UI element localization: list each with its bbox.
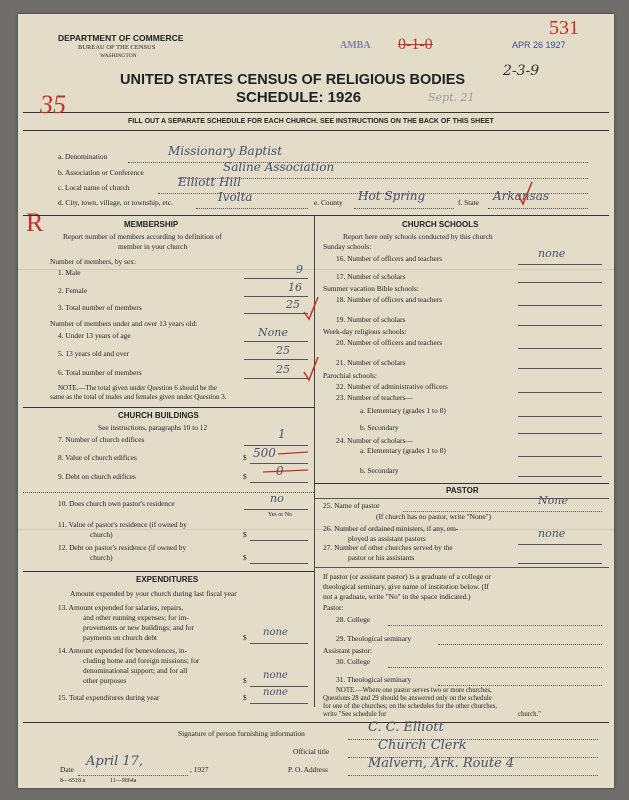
signature-label: Signature of person furnishing information — [178, 729, 305, 738]
pastor-subheading: Pastor: — [323, 603, 344, 612]
schools-intro: Report here only schools conducted by this church — [343, 232, 493, 241]
weekday-schools-label: Week-day religious schools: — [323, 327, 407, 336]
q14-label-2: cluding home and foreign missions; for — [83, 656, 200, 665]
q11-label-2: church) — [90, 530, 113, 539]
expenditures-intro: Amount expended by your church during last fiscal year — [70, 589, 237, 598]
q27-label: 27. Number of other churches served by the — [323, 543, 453, 552]
q25-value[interactable]: None — [538, 494, 568, 507]
q10-value[interactable]: no — [270, 492, 284, 505]
q13-label: 13. Amount expended for salaries, repairs, — [58, 603, 184, 612]
handwritten-r: R — [26, 208, 44, 237]
red-check-marks — [18, 14, 614, 788]
sunday-schools-label: Sunday schools: — [323, 242, 372, 251]
q30-label: 30. College — [336, 657, 371, 666]
buildings-intro: See instructions, paragraphs 10 to 12 — [98, 423, 208, 432]
membership-intro: Report number of members according to definition of — [63, 232, 222, 241]
q14-value[interactable]: none — [263, 670, 288, 681]
pastor-note: NOTE.—Where one pastor serves two or more churches, — [336, 687, 492, 694]
form-number: 8—6518 a — [60, 778, 86, 784]
parochial-schools-label: Parochial schools: — [323, 371, 377, 380]
q4-label: 4. Under 13 years of age — [58, 331, 131, 340]
bureau-city: WASHINGTON — [100, 53, 137, 59]
po-address-label: P. O. Address — [288, 765, 328, 774]
age-intro: Number of members under and over 13 years old: — [50, 319, 198, 328]
q25-hint: (If church has no pastor, write "None") — [376, 512, 492, 521]
q11-dollar: $ — [243, 530, 247, 539]
q19-label: 19. Number of scholars — [336, 315, 406, 324]
q18-label: 18. Number of officers and teachers — [336, 295, 443, 304]
county-value[interactable]: Hot Spring — [358, 189, 426, 203]
membership-note: NOTE.—The total given under Question 6 should be the — [58, 384, 217, 392]
pastor-note-3: for one of the churches; on the schedules for the other churches, — [323, 703, 498, 710]
schools-heading: CHURCH SCHOOLS — [402, 220, 479, 229]
q24-label: 24. Number of scholars— — [336, 436, 413, 445]
q17-label: 17. Number of scholars — [336, 272, 406, 281]
assistant-pastor-subheading: Assistant pastor: — [323, 646, 373, 655]
q24b-label: b. Secondary — [360, 466, 399, 475]
denomination-value[interactable]: Missionary Baptist — [168, 144, 283, 158]
q16-label: 16. Number of officers and teachers — [336, 254, 443, 263]
pastor-heading: PASTOR — [446, 486, 479, 495]
q15-dollar: $ — [243, 693, 247, 702]
q13-label-3: provements or new buildings; and for — [83, 623, 195, 632]
q23-label: 23. Number of teachers— — [336, 393, 413, 402]
association-label: b. Association or Conference — [58, 168, 144, 177]
pastor-note-4: write "See schedule for — [323, 711, 387, 718]
q8-label: 8. Value of church edifices — [58, 453, 137, 462]
membership-heading: MEMBERSHIP — [124, 220, 179, 229]
graduate-instructions-2: theological seminary, give name of institution below. (If — [323, 582, 489, 591]
q29-label: 29. Theological seminary — [336, 634, 412, 643]
q2-label: 2. Female — [58, 286, 88, 295]
q12-label-2: church) — [90, 553, 113, 562]
instructions-line: FILL OUT A SEPARATE SCHEDULE FOR EACH CHURCH. SEE INSTRUCTIONS ON THE BACK OF THIS SHEET — [128, 118, 494, 125]
q5-label: 5. 13 years old and over — [58, 349, 130, 358]
q24a-label: a. Elementary (grades 1 to 8) — [360, 446, 446, 455]
form-number-2: 11—9064a — [110, 778, 137, 784]
membership-intro-2: member in your church — [118, 242, 188, 251]
received-date-stamp: APR 26 1927 — [512, 40, 566, 50]
q13-dollar: $ — [243, 633, 247, 642]
q26-label: 26. Number of ordained ministers, if any, em- — [323, 524, 459, 533]
q2-value[interactable]: 16 — [288, 281, 302, 294]
q14-label: 14. Amount expended for benevolences, in- — [58, 646, 188, 655]
q21-label: 21. Number of scholars — [336, 358, 406, 367]
state-value[interactable]: Arkansas — [493, 189, 550, 203]
q4-value[interactable]: None — [258, 326, 288, 339]
q14-label-4: other purposes — [83, 676, 127, 685]
q25-label: 25. Name of pastor — [323, 501, 380, 510]
q12-dollar: $ — [243, 553, 247, 562]
bureau-name: BUREAU OF THE CENSUS — [78, 44, 156, 51]
date-label: Date — [60, 765, 74, 774]
q12-label: 12. Debt on pastor's residence (if owned by — [58, 543, 187, 552]
q13-label-4: payments on church debt — [83, 633, 158, 642]
county-label: e. County — [314, 198, 343, 207]
official-title-value[interactable]: Church Clerk — [378, 738, 467, 753]
q26-value[interactable]: none — [538, 527, 566, 540]
sex-intro: Number of members, by sex: — [50, 257, 136, 266]
struck-code: 0-1-0 — [398, 36, 433, 53]
graduate-instructions: If pastor (or assistant pastor) is a graduate of a college or — [323, 572, 492, 581]
association-value[interactable]: Saline Association — [223, 160, 335, 174]
faint-sept-note: Sept. 21 — [428, 91, 475, 104]
q5-value[interactable]: 25 — [276, 344, 290, 357]
summer-schools-label: Summer vacation Bible schools: — [323, 284, 419, 293]
q7-value[interactable]: 1 — [278, 427, 286, 441]
q10-label: 10. Does church own pastor's residence — [58, 499, 175, 508]
city-label: d. City, town, village, or township, etc. — [58, 198, 173, 207]
handwritten-code: 2-3-9 — [503, 63, 540, 79]
handwritten-531: 531 — [549, 17, 579, 39]
q20-label: 20. Number of officers and teachers — [336, 338, 443, 347]
graduate-instructions-3: not a graduate, write "No" in the space indicated.) — [323, 592, 471, 601]
q6-value[interactable]: 25 — [276, 363, 290, 376]
expenditures-heading: EXPENDITURES — [136, 575, 199, 584]
q1-value[interactable]: 9 — [296, 263, 303, 276]
q26-label-2: ployed as assistant pastors — [348, 534, 426, 543]
q14-label-3: denominational support; and for all — [83, 666, 188, 675]
q8-dollar: $ — [243, 453, 247, 462]
church-name-value[interactable]: Elliott Hill — [178, 175, 241, 189]
q3-label: 3. Total number of members — [58, 303, 142, 312]
q23b-label: b. Secondary — [360, 423, 399, 432]
state-label: f. State — [458, 198, 479, 207]
q27-label-2: pastor or his assistants — [348, 553, 415, 562]
year-label: , 1927 — [190, 765, 209, 774]
date-value[interactable]: April 17, — [86, 754, 144, 769]
q7-label: 7. Number of church edifices — [58, 435, 145, 444]
q13-label-2: and other running expenses; for im- — [83, 613, 189, 622]
city-value[interactable]: Ivolta — [218, 190, 253, 204]
q16-value[interactable]: none — [538, 247, 566, 260]
q15-value[interactable]: none — [263, 687, 288, 698]
q9-dollar: $ — [243, 472, 247, 481]
signature-value[interactable]: C. C. Elliott — [368, 720, 444, 735]
form-subtitle: SCHEDULE: 1926 — [236, 89, 362, 106]
q15-label: 15. Total expenditures during year — [58, 693, 160, 702]
census-schedule-page — [18, 14, 614, 788]
q3-value[interactable]: 25 — [286, 298, 300, 311]
handwritten-35: 35 — [40, 90, 66, 119]
form-title: UNITED STATES CENSUS OF RELIGIOUS BODIES — [120, 72, 466, 88]
pastor-note-5: church." — [518, 711, 541, 718]
official-title-label: Official title — [293, 747, 330, 756]
q9-value[interactable]: 0 — [276, 464, 284, 478]
q9-label: 9. Debt on church edifices — [58, 472, 136, 481]
yes-or-no-hint: Yes or No — [268, 512, 293, 518]
po-address-value[interactable]: Malvern, Ark. Route 4 — [368, 756, 515, 771]
q13-value[interactable]: none — [263, 627, 288, 638]
church-name-label: c. Local name of church — [58, 183, 130, 192]
q31-label: 31. Theological seminary — [336, 675, 412, 684]
q14-dollar: $ — [243, 676, 247, 685]
buildings-heading: CHURCH BUILDINGS — [118, 411, 199, 420]
q8-value[interactable]: 500 — [253, 446, 276, 460]
q23a-label: a. Elementary (grades 1 to 8) — [360, 406, 446, 415]
q6-label: 6. Total number of members — [58, 368, 142, 377]
department-name: DEPARTMENT OF COMMERCE — [58, 33, 184, 43]
pastor-note-2: Questions 28 and 29 should be answered only on the schedule — [323, 695, 492, 702]
amba-stamp: AMBA — [340, 40, 371, 51]
membership-note-2: same as the total of males and females given under Question 3. — [50, 393, 227, 401]
denomination-label: a. Denomination — [58, 152, 108, 161]
q1-label: 1. Male — [58, 268, 81, 277]
q22-label: 22. Number of administrative officers — [336, 382, 448, 391]
q28-label: 28. College — [336, 615, 371, 624]
q11-label: 11. Value of pastor's residence (if owned by — [58, 520, 187, 529]
